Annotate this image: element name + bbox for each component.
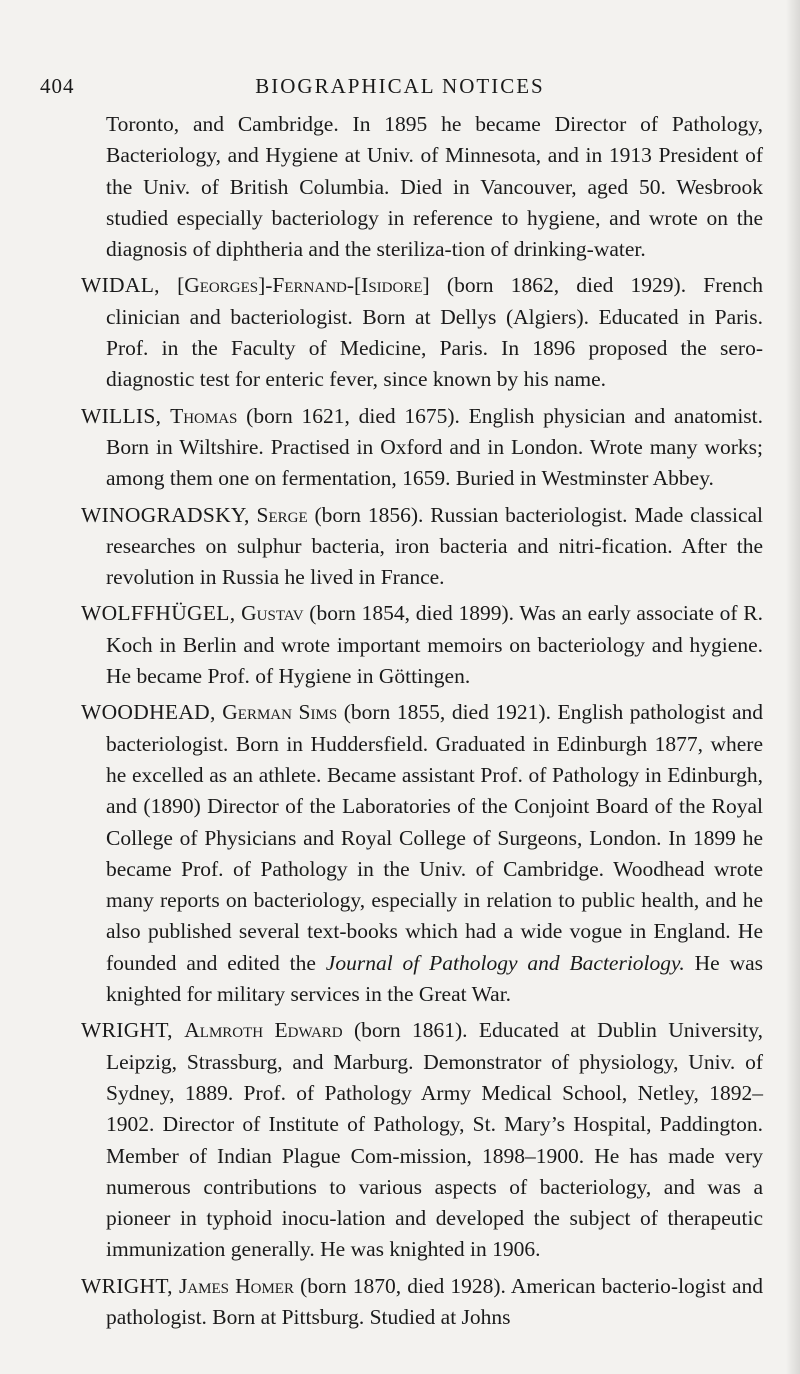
entry-text: (born 1862, died 1929). French clinician and bacteriologist. Born at Dellys (Algiers). Educated in Paris. Prof. in the Faculty of Medicine, Paris. In 1896 proposed the sero-diagnostic test for enteric fever, since known by his name. bbox=[106, 273, 764, 392]
entry-widal bbox=[81, 270, 763, 395]
entry-text: (born 1854, died 1899). Was an early associate of R. Koch in Berlin and wrote important memoirs on bacteriology and hygiene. He became Prof. of Hygiene in Göttingen. bbox=[106, 601, 764, 689]
entry-woodhead bbox=[81, 697, 763, 1010]
entry-given-names: German Sims bbox=[222, 700, 338, 725]
entry-text-end: He was knighted for military services in the Great War. bbox=[106, 950, 764, 1007]
entry-text: (born 1621, died 1675). English physician and anatomist. Born in Wiltshire. Practised in Oxford and in London. Wrote many works; among them one on fermentation, 1659. Buried in Westminster Abbey. bbox=[106, 403, 764, 491]
entry-text: (born 1870, died 1928). American bacterio-logist and pathologist. Born at Pittsburg. Studied at Johns bbox=[106, 1273, 764, 1329]
entry-surname: WINOGRADSKY, bbox=[81, 502, 250, 527]
entry-surname: WOLFFHÜGEL, bbox=[81, 601, 236, 626]
entry-continuation bbox=[81, 109, 763, 265]
entry-given-names: Thomas bbox=[170, 403, 238, 428]
entry-wright-almroth bbox=[81, 1015, 763, 1265]
entry-surname: WRIGHT, bbox=[81, 1018, 173, 1043]
running-head bbox=[40, 74, 760, 106]
page-edge-shadow bbox=[786, 0, 800, 1374]
entry-given-names: Gustav bbox=[241, 601, 304, 626]
biographical-entries bbox=[81, 109, 763, 1338]
entry-wolffhugel bbox=[81, 598, 763, 692]
entry-given-names: [Georges]-Fernand-[Isidore] bbox=[177, 273, 430, 298]
entry-text: Toronto, and Cambridge. In 1895 he became Director of Pathology, Bacteriology, and Hygiene at Univ. of Minnesota, and in 1913 President of the Univ. of British Columbia. Died in Vancouver, aged 50. Wesbrook studied especially bacteriology in reference to hygiene, and wrote on the diagnosis of diphtheria and the steriliza-tion of drinking-water. bbox=[106, 112, 763, 262]
journal-title: Journal of Pathology and Bacteriology. bbox=[325, 950, 685, 975]
entry-given-names: Almroth Edward bbox=[184, 1018, 343, 1043]
entry-text: (born 1861). Educated at Dublin University, Leipzig, Strassburg, and Marburg. Demonstrator of physiology, Univ. of Sydney, 1889. Prof. of Pathology Army Medical School, Netley, 1892–1902. Director of Institute of Pathology, St. Mary’s Hospital, Paddington. Member of Indian Plague Com-mission, 1898–1900. He has made very numerous contributions to various aspects of bacteriology, and was a pioneer in typhoid inocu-lation and developed the subject of therapeutic immunization generally. He was knighted in 1906. bbox=[106, 1018, 764, 1262]
entry-surname: WILLIS, bbox=[81, 403, 162, 428]
entry-surname: WOODHEAD, bbox=[81, 700, 216, 725]
entry-given-names: James Homer bbox=[178, 1273, 294, 1298]
entry-winogradsky bbox=[81, 500, 763, 594]
entry-wright-james bbox=[81, 1271, 763, 1334]
entry-surname: WIDAL, bbox=[81, 273, 160, 298]
entry-given-names: Serge bbox=[256, 502, 308, 527]
entry-surname: WRIGHT, bbox=[81, 1273, 173, 1298]
entry-willis bbox=[81, 401, 763, 495]
entry-text: (born 1856). Russian bacteriologist. Made classical researches on sulphur bacteria, iron bacteria and nitri-fication. After the revolution in Russia he lived in France. bbox=[106, 502, 764, 590]
entry-text: (born 1855, died 1921). English pathologist and bacteriologist. Born in Huddersfield. Graduated in Edinburgh 1877, where he excelled as an athlete. Became assistant Prof. of Pathology in Edinburgh, and (1890) Director of the Laboratories of the Conjoint Board of the Royal College of Physicians and Royal College of Surgeons, London. In 1899 he became Prof. of Pathology in the Univ. of Cambridge. Woodhead wrote many reports on bacteriology, especially in relation to public health, and he also published several text-books which had a wide vogue in England. He founded and edited the bbox=[106, 700, 763, 975]
running-title: BIOGRAPHICAL NOTICES bbox=[255, 74, 545, 98]
page-number: 404 bbox=[40, 74, 75, 98]
